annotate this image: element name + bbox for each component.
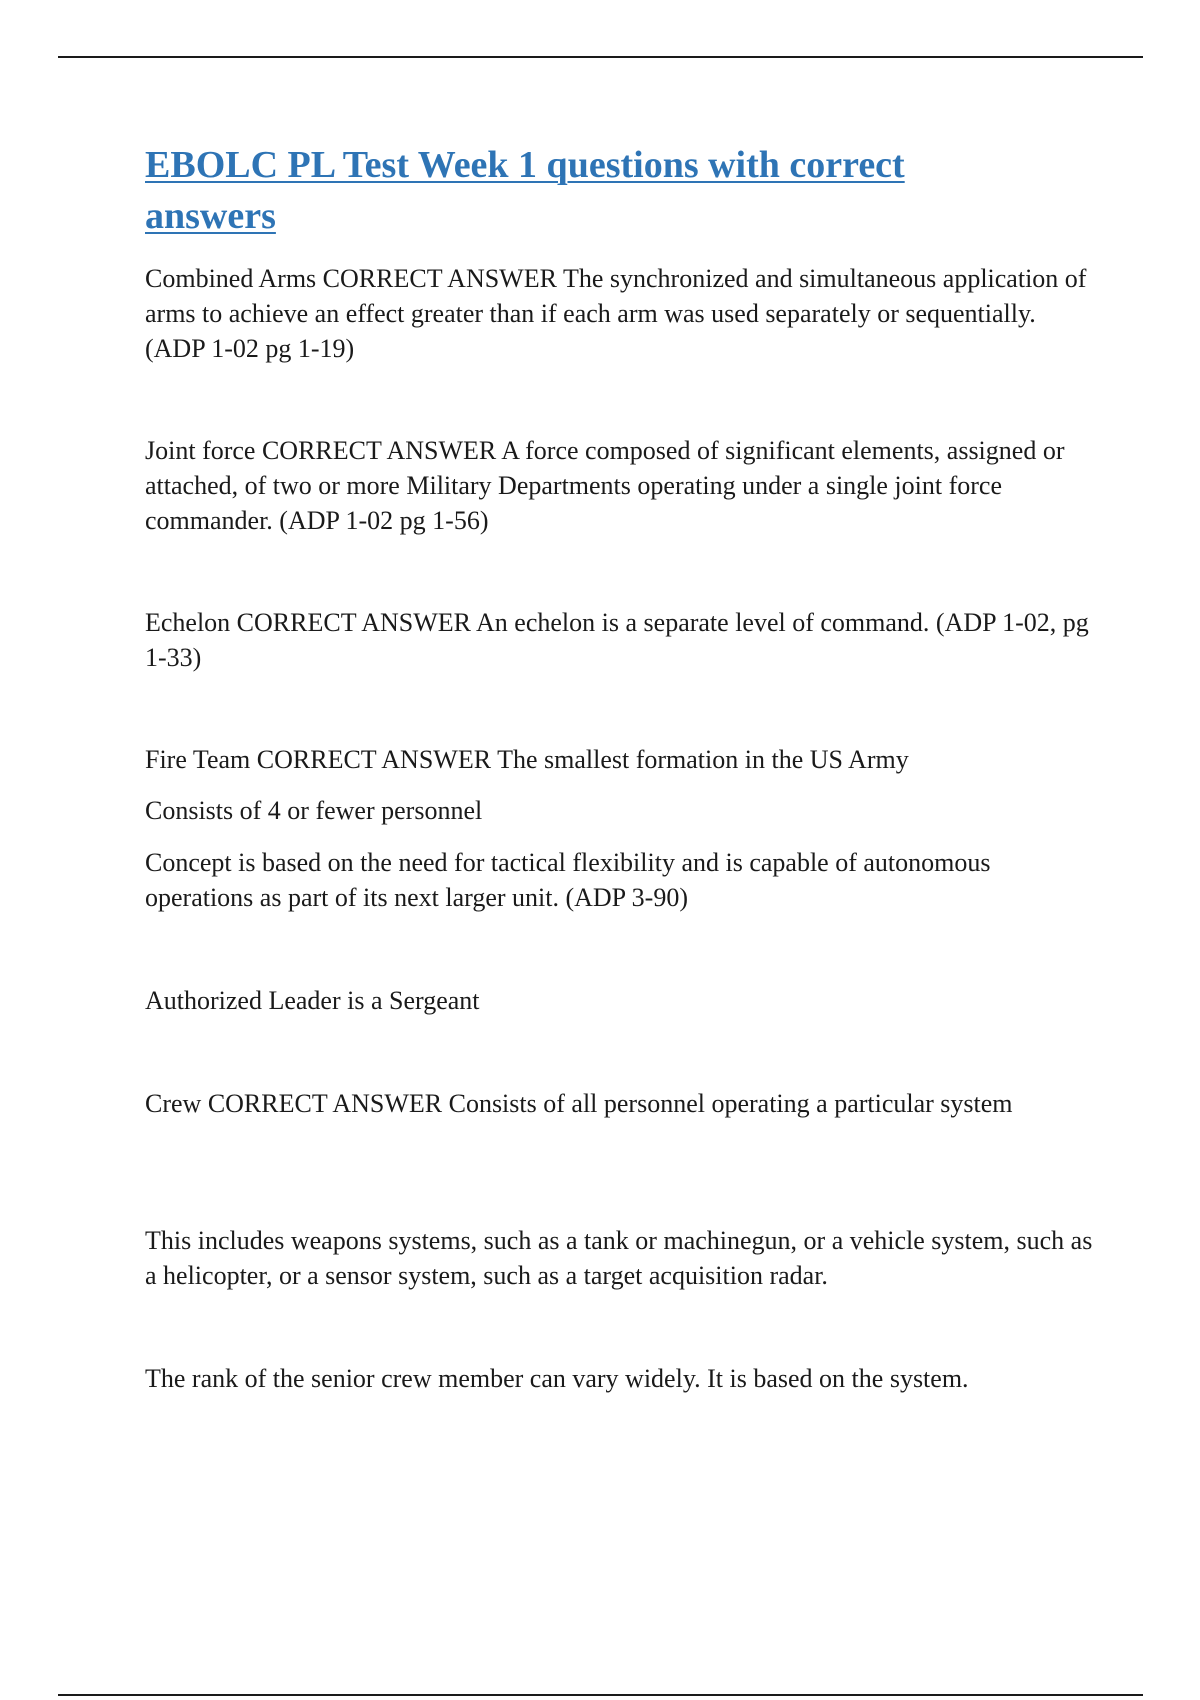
top-rule xyxy=(58,56,1143,58)
document-title: EBOLC PL Test Week 1 questions with correct answers xyxy=(145,144,905,237)
paragraph-echelon: Echelon CORRECT ANSWER An echelon is a separate level of command. (ADP 1-02, pg 1-33) xyxy=(145,608,1089,672)
paragraph-crew: Crew CORRECT ANSWER Consists of all personnel operating a particular system xyxy=(145,1089,1013,1118)
paragraph-crew-systems: This includes weapons systems, such as a tank or machinegun, or a vehicle system, such as a helicopter, or a sensor system, such as a target acquisition radar. xyxy=(145,1226,1093,1290)
paragraph-fire-team-size: Consists of 4 or fewer personnel xyxy=(145,796,483,825)
bottom-rule xyxy=(58,1694,1143,1696)
paragraph-fire-team: Fire Team CORRECT ANSWER The smallest formation in the US Army xyxy=(145,745,909,774)
paragraph-joint-force: Joint force CORRECT ANSWER A force composed of significant elements, assigned or attached, of two or more Military Departments operating under a single joint force commander. (ADP 1-02 pg 1-56) xyxy=(145,436,1065,535)
paragraph-fire-team-leader: Authorized Leader is a Sergeant xyxy=(145,986,480,1015)
paragraph-combined-arms: Combined Arms CORRECT ANSWER The synchronized and simultaneous application of arms to achieve an effect greater than if each arm was used separately or sequentially. (ADP 1-02 pg 1-19) xyxy=(145,264,1087,363)
paragraph-fire-team-concept: Concept is based on the need for tactical flexibility and is capable of autonomous operations as part of its next larger unit. (ADP 3-90) xyxy=(145,848,991,912)
paragraph-crew-rank: The rank of the senior crew member can vary widely. It is based on the system. xyxy=(145,1364,969,1393)
